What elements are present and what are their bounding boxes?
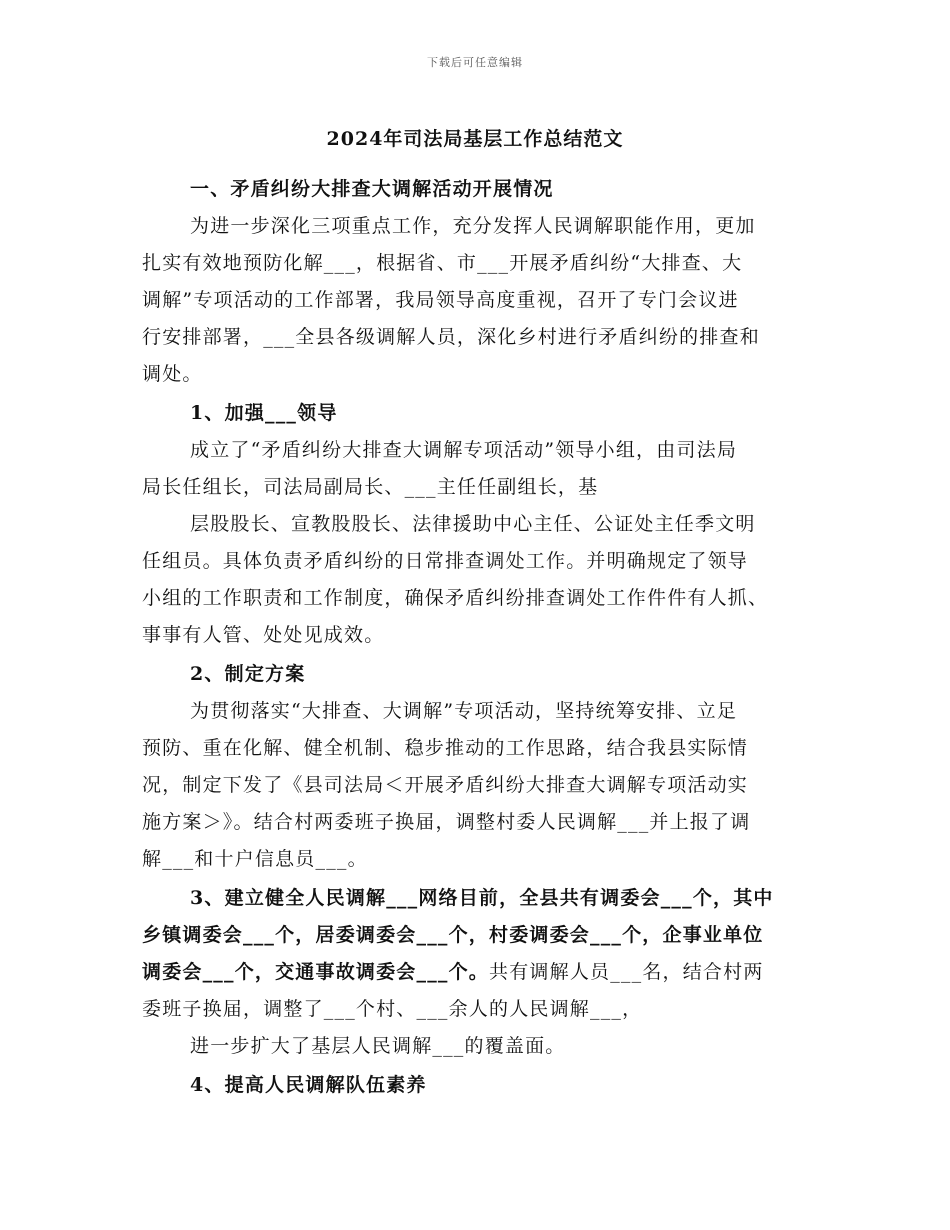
paragraph-line: 调处。: [142, 363, 203, 385]
paragraph-line: 委班子换届，调整了___个村、___余人的人民调解___，: [142, 998, 643, 1020]
normal-run: 共有调解人员___名，结合村两: [489, 961, 764, 983]
paragraph-line: 进一步扩大了基层人民调解___的覆盖面。: [190, 1035, 566, 1057]
paragraph-line: 为贯彻落实“大排查、大调解”专项活动，坚持统筹安排、立足: [190, 700, 738, 722]
paragraph-line-bold: 乡镇调委会___个，居委调委会___个，村委调委会___个，企事业单位: [142, 924, 764, 946]
paragraph-line: 事事有人管、处处见成效。: [142, 624, 385, 646]
subheading-1: 1、加强___领导: [190, 402, 338, 424]
paragraph-line: 调解”专项活动的工作部署，我局领导高度重视，召开了专门会议进: [142, 289, 739, 311]
subheading-4: 4、提高人民调解队伍素养: [190, 1074, 427, 1096]
paragraph-line-mixed: [142, 957, 764, 984]
paragraph-line: 局长任组长，司法局副局长、___主任任副组长，基: [142, 476, 599, 498]
paragraph-line: 行安排部署，___全县各级调解人员，深化乡村进行矛盾纠纷的排查和: [142, 326, 760, 348]
page-header-note: 下载后可任意编辑: [427, 56, 523, 69]
paragraph-line: 扎实有效地预防化解___，根据省、市___开展矛盾纠纷“大排查、大: [142, 252, 743, 274]
paragraph-line: 层股股长、宣教股股长、法律援助中心主任、公证处主任季文明: [190, 513, 756, 535]
paragraph-line: 成立了“矛盾纠纷大排查大调解专项活动”领导小组，由司法局: [190, 439, 738, 461]
paragraph-line: 解___和十户信息员___。: [142, 848, 368, 870]
bold-run: 调委会___个，交通事故调委会___个。: [142, 961, 490, 983]
paragraph-line: 为进一步深化三项重点工作，充分发挥人民调解职能作用，更加: [190, 215, 756, 237]
paragraph-line-bold: 3、建立健全人民调解___网络目前，全县共有调委会___个，其中: [190, 887, 774, 909]
document-title: 2024年司法局基层工作总结范文: [326, 128, 624, 150]
paragraph-line: 任组员。具体负责矛盾纠纷的日常排查调处工作。并明确规定了领导: [142, 550, 749, 572]
paragraph-line: 预防、重在化解、健全机制、稳步推动的工作思路，结合我县实际情: [142, 737, 749, 759]
paragraph-line: 况，制定下发了《县司法局＜开展矛盾纠纷大排查大调解专项活动实: [142, 774, 749, 796]
section-heading-1: 一、矛盾纠纷大排查大调解活动开展情况: [190, 178, 554, 200]
subheading-2: 2、制定方案: [190, 663, 306, 685]
paragraph-line: 施方案＞》。结合村两委班子换届，调整村委人民调解___并上报了调: [142, 811, 751, 833]
paragraph-line: 小组的工作职责和工作制度，确保矛盾纠纷排查调处工作件件有人抓、: [142, 587, 769, 609]
